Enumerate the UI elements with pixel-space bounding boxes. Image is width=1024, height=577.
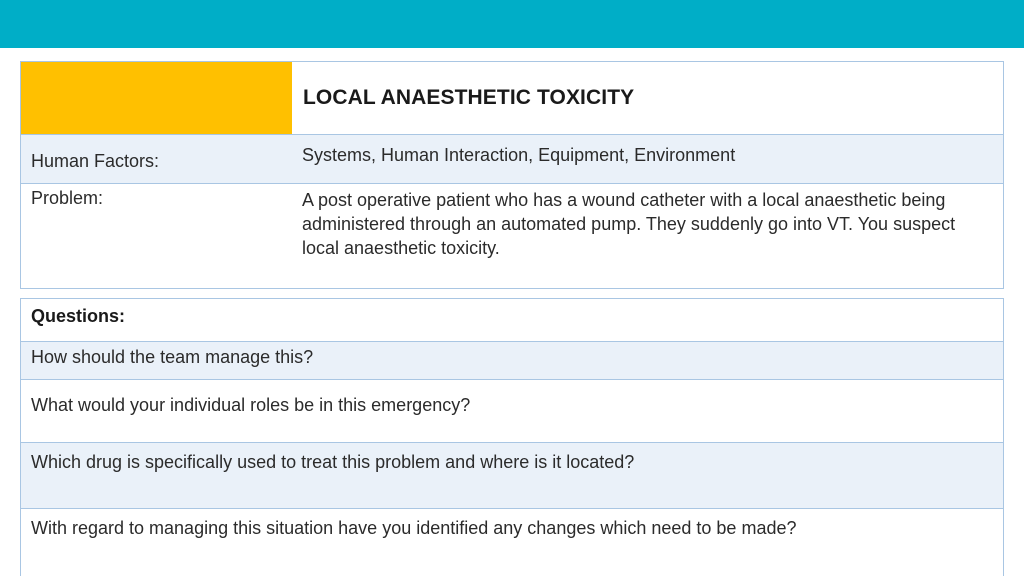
question-text: How should the team manage this? [31,347,314,367]
question-text: With regard to managing this situation have you identified any changes which need to be made? [31,518,797,538]
question-row [21,341,1003,379]
questions-header-row [21,299,1003,341]
scenario-table [20,61,1004,289]
human-factors-row [21,134,1003,184]
question-text: What would your individual roles be in this emergency? [31,395,471,415]
top-banner [0,0,1024,48]
accent-swatch [21,62,292,134]
question-row [21,508,1003,577]
problem-row [21,184,1003,288]
question-row [21,442,1003,508]
human-factors-label: Human Factors: [31,151,160,171]
questions-table [20,298,1004,576]
human-factors-value: Systems, Human Interaction, Equipment, Environment [302,145,736,165]
question-text: Which drug is specifically used to treat this problem and where is it located? [31,452,635,472]
question-row [21,379,1003,442]
questions-header: Questions: [31,306,126,326]
problem-text: A post operative patient who has a wound catheter with a local anaesthetic being administered through an automated pump. They suddenly go into VT. You suspect local anaesthetic toxicity. [302,190,956,258]
problem-label: Problem: [31,188,104,208]
page-title: LOCAL ANAESTHETIC TOXICITY [303,86,635,109]
title-row [21,62,1003,134]
